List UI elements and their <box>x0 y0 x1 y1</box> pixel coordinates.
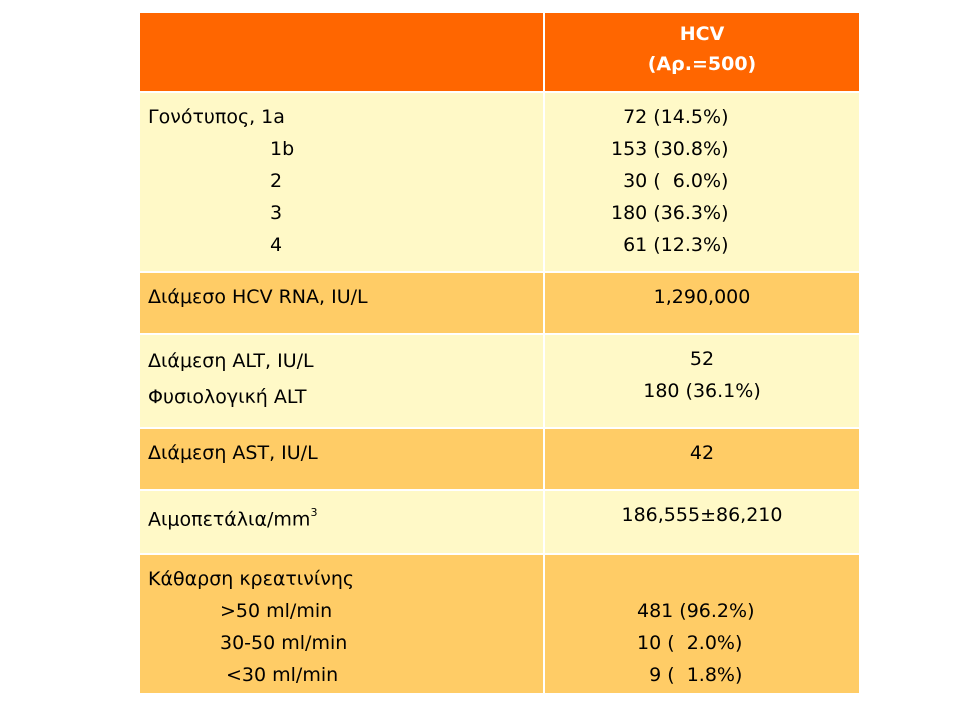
header-hcv-cell <box>545 13 859 91</box>
genotype-value-4: 61 (12.3%) <box>611 234 729 256</box>
hcv-rna-label: Διάμεσο HCV RNA, IU/L <box>140 273 545 333</box>
creatinine-value-lt30: 9 ( 1.8%) <box>637 664 743 686</box>
genotype-value-2: 30 ( 6.0%) <box>611 170 729 192</box>
ast-value: 42 <box>689 442 715 464</box>
creatinine-label-lt30: <30 ml/min <box>226 664 339 686</box>
genotype-label-2: 2 <box>270 170 283 192</box>
header-hcv-title: HCV <box>679 23 725 45</box>
table-row-alt <box>140 335 859 429</box>
header-empty-cell <box>140 13 545 91</box>
platelets-label-superscript: 3 <box>310 506 318 519</box>
hcv-rna-value: 1,290,000 <box>653 286 751 308</box>
creatinine-value-spacer <box>545 563 859 595</box>
alt-normal-label: Φυσιολογική ALT <box>148 386 307 408</box>
platelets-value: 186,555±86,210 <box>621 504 783 526</box>
genotype-title: Γονότυπος, 1a <box>148 106 285 128</box>
genotype-label-3: 3 <box>270 202 283 224</box>
creatinine-label-gt50: >50 ml/min <box>220 600 333 622</box>
alt-median-label: Διάμεση ALT, IU/L <box>148 350 314 372</box>
genotype-value-3: 180 (36.3%) <box>611 202 729 224</box>
creatinine-value-gt50: 481 (96.2%) <box>637 600 755 622</box>
genotype-value-1a: 72 (14.5%) <box>611 106 729 128</box>
creatinine-label-30-50: 30-50 ml/min <box>220 632 348 654</box>
alt-label-cell <box>140 335 545 427</box>
creatinine-title: Κάθαρση κρεατινίνης <box>148 568 355 590</box>
alt-median-value: 52 <box>689 348 715 370</box>
creatinine-value-cell <box>545 555 859 693</box>
genotype-label-1b: 1b <box>270 138 295 160</box>
ast-label: Διάμεση AST, IU/L <box>140 429 545 489</box>
alt-normal-value: 180 (36.1%) <box>643 380 761 402</box>
genotype-value-cell <box>545 93 859 271</box>
genotype-label-4: 4 <box>270 234 283 256</box>
genotype-label-cell <box>140 93 545 271</box>
table-header-row <box>140 13 859 93</box>
platelets-label: Αιμοπετάλια/mm <box>148 508 311 531</box>
header-hcv-count: (Αρ.=500) <box>647 53 757 75</box>
table-row-creatinine <box>140 555 859 693</box>
table-row-hcv-rna <box>140 273 859 335</box>
genotype-value-1b: 153 (30.8%) <box>611 138 729 160</box>
data-table <box>140 12 859 693</box>
creatinine-value-30-50: 10 ( 2.0%) <box>637 632 743 654</box>
alt-value-cell <box>545 335 859 427</box>
table-row-genotype <box>140 93 859 273</box>
creatinine-label-cell <box>140 555 545 693</box>
table-row-ast <box>140 429 859 491</box>
table-row-platelets <box>140 491 859 555</box>
platelets-label-cell <box>140 491 545 553</box>
